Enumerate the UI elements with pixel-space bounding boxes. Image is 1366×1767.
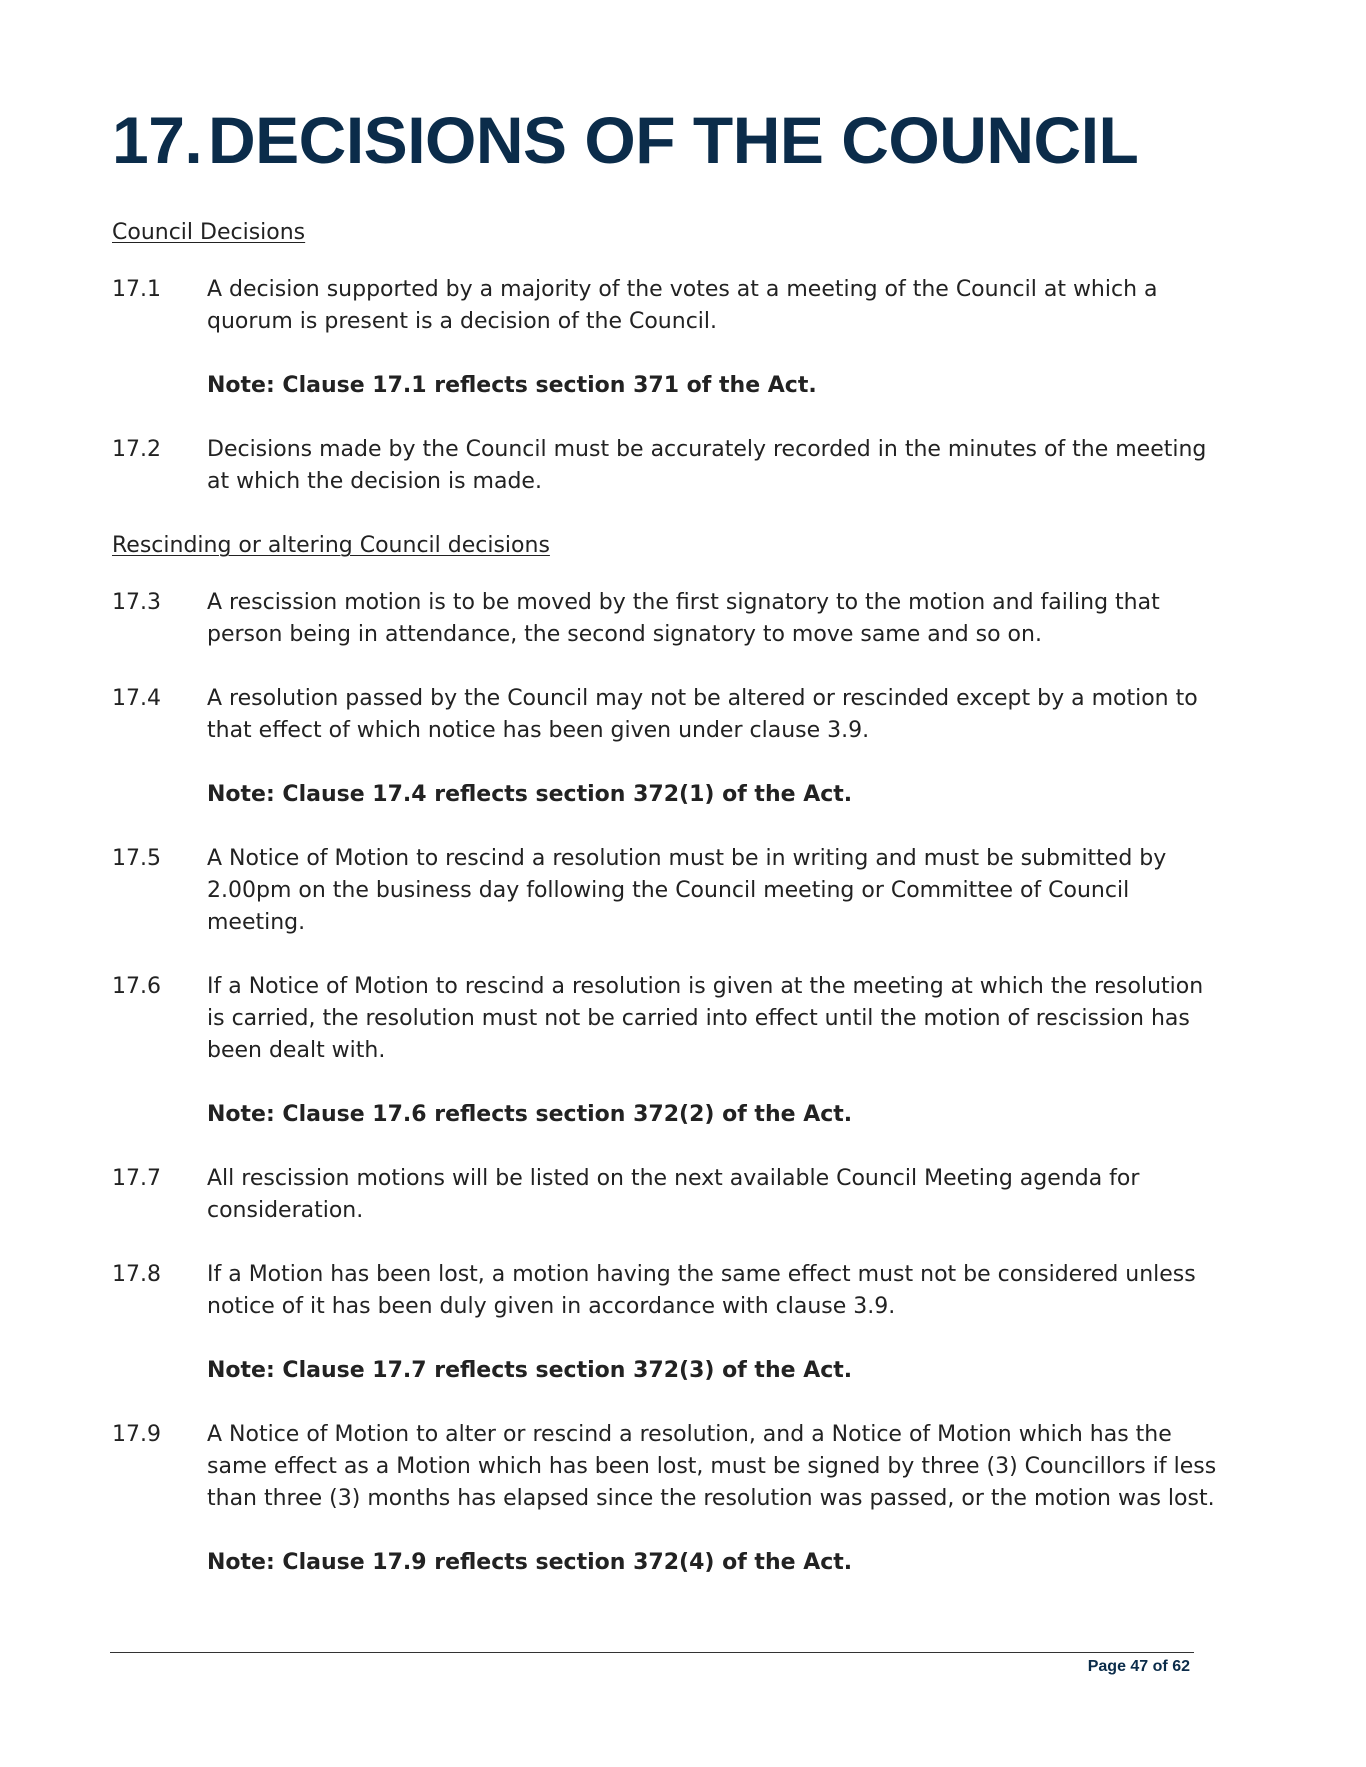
clause-text: If a Motion has been lost, a motion having the same effect must not be considered unless notice of it has been duly given in accordance with clause 3.9. xyxy=(207,1262,1196,1319)
clause-text: A decision supported by a majority of the votes at a meeting of the Council at which a quorum is present is a decision of the Council. xyxy=(207,277,1158,334)
clause-text: A Notice of Motion to alter or rescind a resolution, and a Notice of Motion which has the same effect as a Motion which has been lost, must be signed by three (3) Councillors if less than three (3) months has elapsed since the resolution was passed, or the motion was lost. xyxy=(207,1422,1217,1511)
clause-note: Note: Clause 17.6 reflects section 372(2) of the Act. xyxy=(207,1102,853,1127)
clause-text: If a Notice of Motion to rescind a resolution is given at the meeting at which the resolution is carried, the resolution must not be carried into effect until the motion of rescission has been dealt with. xyxy=(207,974,1204,1063)
document-body xyxy=(112,217,1222,1611)
clause-number: 17.5 xyxy=(112,846,161,871)
clause-text: A rescission motion is to be moved by the first signatory to the motion and failing that person being in attendance, the second signatory to move same and so on. xyxy=(207,590,1160,647)
section-title: DECISIONS OF THE COUNCIL xyxy=(208,103,1139,177)
clause-note: Note: Clause 17.9 reflects section 372(4) of the Act. xyxy=(207,1550,853,1575)
clause-note: Note: Clause 17.1 reflects section 371 of the Act. xyxy=(207,373,817,398)
clause-number: 17.4 xyxy=(112,686,161,711)
clause-note: Note: Clause 17.7 reflects section 372(3) of the Act. xyxy=(207,1358,853,1383)
clause-number: 17.1 xyxy=(112,277,161,302)
section-heading xyxy=(112,100,1138,180)
section-rescinding-decisions xyxy=(112,530,1222,1579)
clause-number: 17.3 xyxy=(112,590,161,615)
clause-text: A resolution passed by the Council may not be altered or rescinded except by a motion to that effect of which notice has been given under clause 3.9. xyxy=(207,686,1198,743)
clause-number: 17.2 xyxy=(112,437,161,462)
clause xyxy=(112,274,1222,338)
clause-note: Note: Clause 17.4 reflects section 372(1) of the Act. xyxy=(207,782,853,807)
clause xyxy=(112,683,1222,747)
subheading: Rescinding or altering Council decisions xyxy=(112,533,550,558)
clause xyxy=(112,1259,1222,1323)
clause-text: Decisions made by the Council must be accurately recorded in the minutes of the meeting at which the decision is made. xyxy=(207,437,1207,494)
clause-text: All rescission motions will be listed on the next available Council Meeting agenda for consideration. xyxy=(207,1166,1140,1223)
clause xyxy=(112,434,1222,498)
clause xyxy=(112,1419,1222,1515)
clause xyxy=(112,587,1222,651)
clause-number: 17.6 xyxy=(112,974,161,999)
clause xyxy=(112,971,1222,1067)
footer-divider xyxy=(110,1652,1194,1653)
page-number: Page 47 of 62 xyxy=(1087,1658,1190,1675)
clause-number: 17.7 xyxy=(112,1166,161,1191)
clause-number: 17.8 xyxy=(112,1262,161,1287)
section-council-decisions xyxy=(112,217,1222,498)
clause xyxy=(112,1163,1222,1227)
section-number: 17. xyxy=(112,103,203,177)
subheading: Council Decisions xyxy=(112,220,306,245)
clause-text: A Notice of Motion to rescind a resolution must be in writing and must be submitted by 2.00pm on the business day following the Council meeting or Committee of Council meeting. xyxy=(207,846,1167,935)
clause xyxy=(112,843,1222,939)
clause-number: 17.9 xyxy=(112,1422,161,1447)
